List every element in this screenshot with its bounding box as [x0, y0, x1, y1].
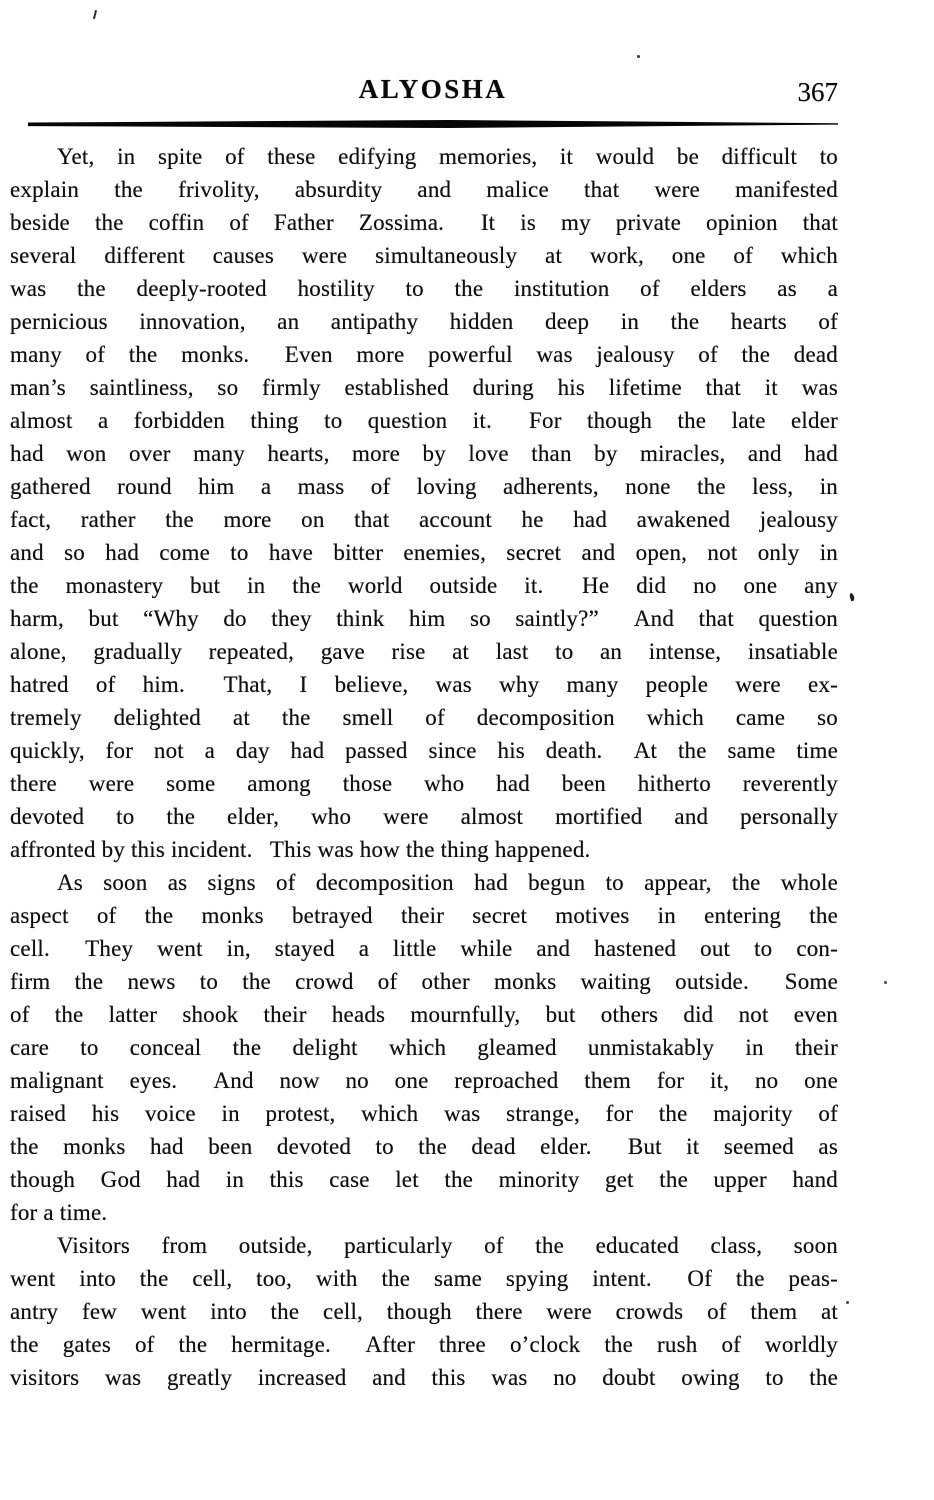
scan-speck: [884, 981, 887, 984]
text-line: devoted to the elder, who were almost mortified and personally: [10, 804, 838, 829]
text-line: Visitors from outside, particularly of the educated class, soon: [57, 1233, 838, 1258]
scan-speck: [849, 593, 855, 602]
page-number: 367: [797, 77, 838, 107]
text-body: [10, 140, 838, 1394]
text-line: gathered round him a mass of loving adherents, none the less, in: [10, 474, 838, 499]
text-line: explain the frivolity, absurdity and malice that were manifested: [10, 177, 838, 202]
text-line: raised his voice in protest, which was strange, for the majority of: [10, 1101, 838, 1126]
paragraph: [10, 1229, 838, 1394]
text-line: though God had in this case let the minority get the upper hand: [10, 1167, 838, 1192]
text-line: fact, rather the more on that account he had awakened jealousy: [10, 507, 838, 532]
text-line: care to conceal the delight which gleamed unmistakably in their: [10, 1035, 838, 1060]
text-line: of the latter shook their heads mournfully, but others did not even: [10, 1002, 838, 1027]
text-line: pernicious innovation, an antipathy hidden deep in the hearts of: [10, 309, 838, 334]
text-line: beside the coffin of Father Zossima. It is my private opinion that: [10, 210, 838, 235]
paragraph: [10, 140, 838, 866]
text-line: man’s saintliness, so firmly established during his lifetime that it was: [10, 375, 838, 400]
text-line: many of the monks. Even more powerful was jealousy of the dead: [10, 342, 838, 367]
text-line: antry few went into the cell, though there were crowds of them at: [10, 1299, 838, 1324]
text-line: firm the news to the crowd of other monks waiting outside. Some: [10, 969, 838, 994]
text-line: the gates of the hermitage. After three o’clock the rush of worldly: [10, 1332, 838, 1357]
text-line: the monastery but in the world outside it. He did no one any: [10, 573, 838, 598]
running-title: ALYOSHA: [358, 74, 508, 104]
text-line: several different causes were simultaneously at work, one of which: [10, 243, 838, 268]
page-header: [28, 74, 838, 116]
scan-speck: [637, 55, 640, 58]
text-line: there were some among those who had been hitherto reverently: [10, 771, 838, 796]
text-line: alone, gradually repeated, gave rise at last to an intense, insatiable: [10, 639, 838, 664]
paragraph: [10, 866, 838, 1229]
text-line: malignant eyes. And now no one reproached them for it, no one: [10, 1068, 838, 1093]
text-line: was the deeply-rooted hostility to the institution of elders as a: [10, 276, 838, 301]
text-line: for a time.: [10, 1200, 108, 1225]
scan-speck: [846, 1301, 849, 1304]
text-line: Yet, in spite of these edifying memories, it would be difficult to: [57, 144, 838, 169]
text-line: harm, but “Why do they think him so saintly?” And that question: [10, 606, 838, 631]
text-line: hatred of him. That, I believe, was why many people were ex-: [10, 672, 838, 697]
text-line: almost a forbidden thing to question it. For though the late elder: [10, 408, 838, 433]
text-line: quickly, for not a day had passed since his death. At the same time: [10, 738, 838, 763]
scan-speck: [93, 10, 97, 19]
text-line: aspect of the monks betrayed their secret motives in entering the: [10, 903, 838, 928]
text-line: affronted by this incident. This was how the thing happened.: [10, 837, 591, 862]
text-line: went into the cell, too, with the same spying intent. Of the peas-: [10, 1266, 838, 1291]
text-line: cell. They went in, stayed a little while and hastened out to con-: [10, 936, 838, 961]
text-line: As soon as signs of decomposition had begun to appear, the whole: [57, 870, 838, 895]
text-line: the monks had been devoted to the dead elder. But it seemed as: [10, 1134, 838, 1159]
text-line: had won over many hearts, more by love than by miracles, and had: [10, 441, 838, 466]
header-rule: [28, 120, 838, 128]
text-line: and so had come to have bitter enemies, secret and open, not only in: [10, 540, 838, 565]
text-line: visitors was greatly increased and this was no doubt owing to the: [10, 1365, 838, 1390]
text-line: tremely delighted at the smell of decomposition which came so: [10, 705, 838, 730]
